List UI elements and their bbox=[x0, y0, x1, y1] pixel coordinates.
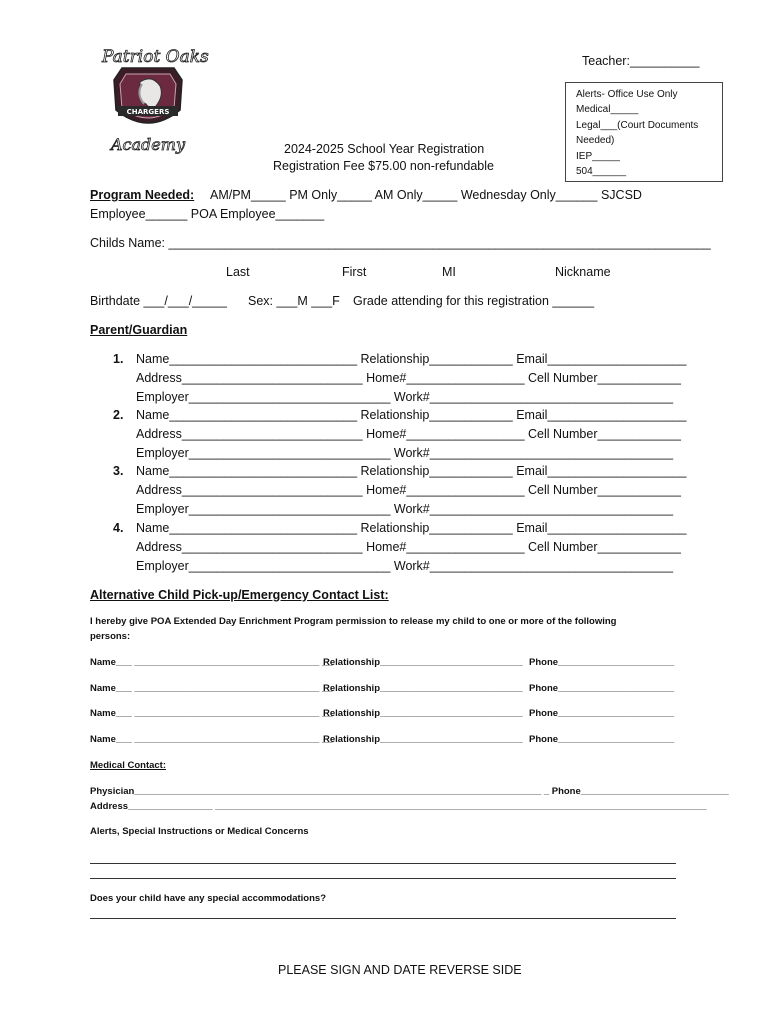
office-line: Alerts- Office Use Only bbox=[576, 89, 678, 100]
pickup-phone-field[interactable]: Phone______________________ bbox=[529, 683, 675, 694]
guardian-address-row[interactable]: Address__________________________ Home#_________________ Cell Number____________ bbox=[136, 371, 681, 385]
sex-field[interactable]: Sex: ___M ___F bbox=[248, 294, 340, 308]
alerts-line[interactable] bbox=[90, 878, 676, 879]
guardian-name-row[interactable]: Name___________________________ Relationship____________ Email____________________ bbox=[136, 464, 687, 478]
physician-address-field[interactable]: Address________________ _____________________________________________________________________________________________ bbox=[90, 801, 707, 812]
guardian-employer-row[interactable]: Employer_____________________________ Work#___________________________________ bbox=[136, 446, 674, 460]
pickup-relationship-field[interactable]: Relationship___________________________ bbox=[323, 734, 523, 745]
guardian-name-row[interactable]: Name___________________________ Relationship____________ Email____________________ bbox=[136, 352, 687, 366]
pickup-name-field[interactable]: Name___ ___________________________________ __ bbox=[90, 734, 333, 745]
child-name-field[interactable]: Childs Name: ______________________________________________________________________________ bbox=[90, 236, 711, 250]
program-options[interactable]: AM/PM_____ PM Only_____ AM Only_____ Wednesday Only______ SJCSD bbox=[210, 188, 642, 202]
alerts-label: Alerts, Special Instructions or Medical Concerns bbox=[90, 826, 309, 837]
guardian-number: 4. bbox=[113, 521, 124, 535]
child-mi-label: MI bbox=[442, 265, 456, 279]
guardian-number: 1. bbox=[113, 352, 124, 366]
guardian-employer-row[interactable]: Employer_____________________________ Work#___________________________________ bbox=[136, 502, 674, 516]
pickup-relationship-field[interactable]: Relationship___________________________ bbox=[323, 657, 523, 668]
pickup-phone-field[interactable]: Phone______________________ bbox=[529, 708, 675, 719]
guardian-employer-row[interactable]: Employer_____________________________ Work#___________________________________ bbox=[136, 559, 674, 573]
physician-field[interactable]: Physician_____________________________________________________________________________ _ Phone____________________________ bbox=[90, 786, 729, 797]
guardian-address-row[interactable]: Address__________________________ Home#_________________ Cell Number____________ bbox=[136, 540, 681, 554]
guardian-number: 3. bbox=[113, 464, 124, 478]
svg-text:Academy: Academy bbox=[111, 135, 185, 154]
pickup-heading: Alternative Child Pick-up/Emergency Contact List: bbox=[90, 588, 389, 602]
pickup-permission-cont: persons: bbox=[90, 631, 131, 642]
pickup-permission: I hereby give POA Extended Day Enrichment Program permission to release my child to one or more of the following bbox=[90, 616, 617, 627]
pickup-phone-field[interactable]: Phone______________________ bbox=[529, 734, 675, 745]
grade-field[interactable]: Grade attending for this registration ______ bbox=[353, 294, 595, 308]
svg-text:Patriot Oaks: Patriot Oaks bbox=[102, 47, 209, 67]
pickup-name-field[interactable]: Name___ ___________________________________ __ bbox=[90, 708, 333, 719]
pickup-name-field[interactable]: Name___ ___________________________________ __ bbox=[90, 657, 333, 668]
guardian-number: 2. bbox=[113, 408, 124, 422]
pickup-relationship-field[interactable]: Relationship___________________________ bbox=[323, 683, 523, 694]
guardian-address-row[interactable]: Address__________________________ Home#_________________ Cell Number____________ bbox=[136, 483, 681, 497]
pickup-relationship-field[interactable]: Relationship___________________________ bbox=[323, 708, 523, 719]
office-line[interactable]: Medical_____ bbox=[576, 104, 639, 116]
office-line[interactable]: IEP_____ bbox=[576, 150, 620, 162]
program-heading: Program Needed: bbox=[90, 188, 195, 202]
office-use-box bbox=[565, 82, 723, 182]
employee-options[interactable]: Employee______ POA Employee_______ bbox=[90, 207, 325, 221]
child-nickname-label: Nickname bbox=[555, 265, 611, 279]
child-last-label: Last bbox=[226, 265, 250, 279]
year-title: 2024-2025 School Year Registration bbox=[284, 142, 485, 156]
registration-fee: Registration Fee $75.00 non-refundable bbox=[273, 159, 494, 173]
school-logo bbox=[100, 44, 209, 156]
medical-heading: Medical Contact: bbox=[90, 760, 167, 771]
pickup-phone-field[interactable]: Phone______________________ bbox=[529, 657, 675, 668]
child-first-label: First bbox=[342, 265, 367, 279]
guardian-name-row[interactable]: Name___________________________ Relationship____________ Email____________________ bbox=[136, 521, 687, 535]
office-line: Needed) bbox=[576, 135, 615, 147]
birthdate-field[interactable]: Birthdate ___/___/_____ bbox=[90, 294, 227, 308]
parent-heading: Parent/Guardian bbox=[90, 323, 188, 337]
svg-text:CHARGERS: CHARGERS bbox=[126, 108, 170, 116]
office-line[interactable]: 504______ bbox=[576, 166, 627, 178]
teacher-field[interactable]: Teacher:__________ bbox=[582, 54, 700, 68]
alerts-line[interactable] bbox=[90, 863, 676, 864]
guardian-employer-row[interactable]: Employer_____________________________ Work#___________________________________ bbox=[136, 390, 674, 404]
office-line[interactable]: Legal___(Court Documents bbox=[576, 119, 699, 131]
footer-note: PLEASE SIGN AND DATE REVERSE SIDE bbox=[278, 963, 522, 977]
accommodations-line[interactable] bbox=[90, 918, 676, 919]
pickup-name-field[interactable]: Name___ ___________________________________ __ bbox=[90, 683, 333, 694]
accommodations-label: Does your child have any special accommodations? bbox=[90, 893, 326, 904]
guardian-name-row[interactable]: Name___________________________ Relationship____________ Email____________________ bbox=[136, 408, 687, 422]
guardian-address-row[interactable]: Address__________________________ Home#_________________ Cell Number____________ bbox=[136, 427, 681, 441]
